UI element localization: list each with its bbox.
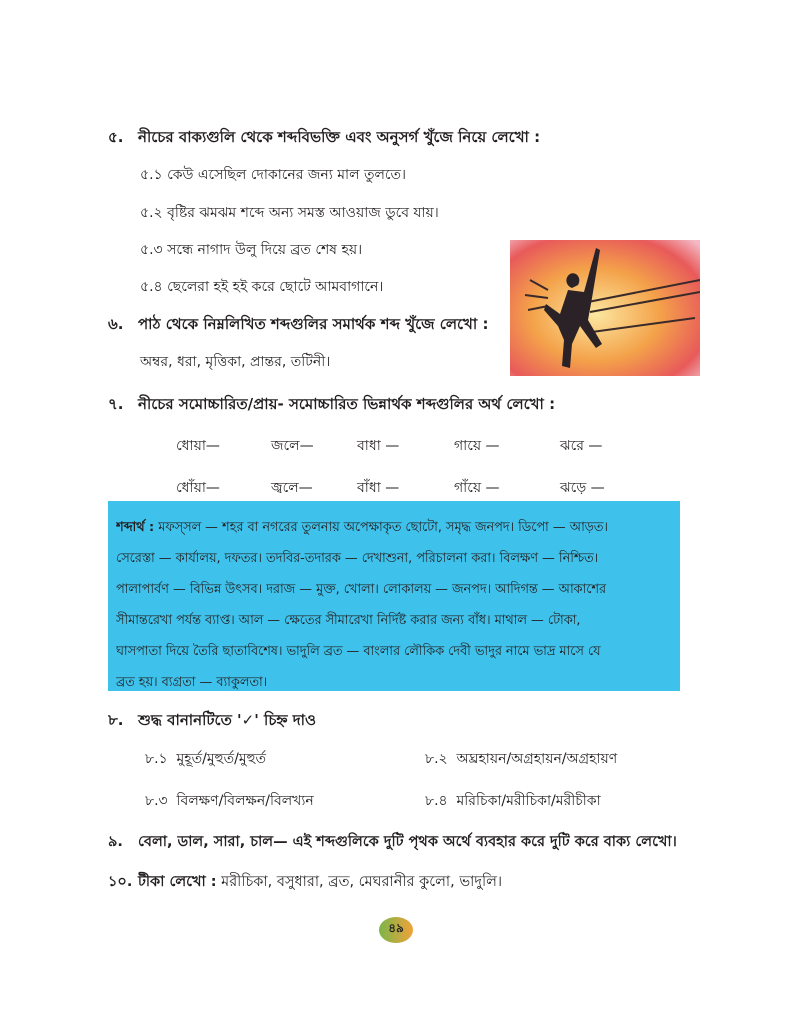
q5-item-1 <box>140 163 406 187</box>
q8-heading <box>108 709 316 734</box>
q7-heading <box>108 393 555 418</box>
q8-item-2-number: ৮.২ <box>425 751 448 767</box>
q5-heading <box>108 126 540 151</box>
q10-text: মরীচিকা, বসুধারা, ব্রত, মেঘরানীর কুলো, ভাদুলি। <box>221 874 503 890</box>
glossary-line-1 <box>116 512 672 543</box>
q7-row1-word-3: বাধা — <box>357 438 400 454</box>
q5-title: নীচের বাক্যগুলি থেকে শব্দবিভক্তি এবং অনুসর্গ খুঁজে নিয়ে লেখো : <box>138 128 541 146</box>
q7-row1-word-2: জলে— <box>271 438 314 454</box>
q5-item-4-number: ৫.৪ <box>140 279 163 295</box>
q8-item-1-number: ৮.১ <box>145 751 168 767</box>
q6-title: পাঠ থেকে নিম্নলিখিত শব্দগুলির সমার্থক শব্দ খুঁজে লেখো : <box>138 315 489 333</box>
q5-item-2 <box>140 201 439 225</box>
q7-title: নীচের সমোচ্চারিত/প্রায়- সমোচ্চারিত ভিন্নার্থক শব্দগুলির অর্থ লেখো : <box>138 395 556 413</box>
q6-heading <box>108 313 488 338</box>
q8-item-4 <box>425 789 601 813</box>
q8-item-1 <box>145 747 266 771</box>
glossary-heading: শব্দার্থ : <box>116 520 155 535</box>
q5-item-3 <box>140 238 362 262</box>
q7-row2-word-4: গাঁয়ে — <box>454 480 500 496</box>
glossary-box <box>108 501 680 691</box>
q8-number: ৮. <box>108 711 124 729</box>
q8-item-3-number: ৮.৩ <box>145 793 168 809</box>
q9-number: ৯. <box>108 834 123 850</box>
q8-item-4-text: মরিচিকা/মরীচিকা/মরীচীকা <box>456 793 601 809</box>
q8-item-4-number: ৮.৪ <box>425 793 448 809</box>
q5-item-3-text: সন্ধে নাগাদ উলু দিয়ে ব্রত শেষ হয়। <box>167 242 363 258</box>
q6-words: অম্বর, ধরা, মৃত্তিকা, প্রান্তর, তটিনী। <box>140 354 331 370</box>
q7-row2-word-1: ধোঁয়া— <box>176 480 220 496</box>
glossary-line-6: ব্রত হয়। ব্যগ্রতা — ব্যাকুলতা। <box>116 675 268 690</box>
running-figure-illustration <box>510 240 700 376</box>
q9-heading <box>108 831 677 855</box>
q10-heading <box>108 871 502 895</box>
q5-number: ৫. <box>108 128 124 146</box>
q5-item-4 <box>140 275 383 299</box>
q5-item-2-text: বৃষ্টির ঝমঝম শব্দে অন্য সমস্ত আওয়াজ ডুবে যায়। <box>167 205 439 221</box>
q8-item-3 <box>145 789 314 813</box>
q8-item-2 <box>425 747 617 771</box>
q5-item-4-text: ছেলেরা হই হই করে ছোটে আমবাগানে। <box>167 279 384 295</box>
q7-number: ৭. <box>108 395 124 413</box>
glossary-line-1-text: মফস্সল — শহর বা নগরের তুলনায় অপেক্ষাকৃত ছোটো, সমৃদ্ধ জনপদ। ডিপো — আড়ত। <box>158 520 608 535</box>
q10-number: ১০. <box>108 874 133 890</box>
q5-item-1-text: কেউ এসেছিল দোকানের জন্য মাল তুলতে। <box>167 167 407 183</box>
q8-title: শুদ্ধ বানানটিতে '✓' চিহ্ন দাও <box>138 711 317 729</box>
q5-item-1-number: ৫.১ <box>140 167 163 183</box>
glossary-line-3: পালাপার্বণ — বিভিন্ন উৎসব। দরাজ — মুক্ত, খোলা। লোকালয় — জনপদ। আদিগন্ত — আকাশের <box>116 582 606 597</box>
glossary-line-2: সেরেস্তা — কার্যালয়, দফতর। তদবির-তদারক — দেখাশুনা, পরিচালনা করা। বিলক্ষণ — নিশ্চিত। <box>116 551 599 566</box>
page-number: ৪৯ <box>379 917 413 943</box>
q5-item-2-number: ৫.২ <box>140 205 163 221</box>
q5-item-3-number: ৫.৩ <box>140 242 163 258</box>
q10-title: টীকা লেখো : <box>138 874 217 890</box>
q7-row2-word-2: জ্বলে— <box>271 480 313 496</box>
q7-row1-word-5: ঝরে — <box>560 438 603 454</box>
q7-row1-word-4: গায়ে — <box>454 438 500 454</box>
q8-item-1-text: মুহূর্ত/মুহুর্ত/মুহুর্ত <box>176 751 267 767</box>
q6-number: ৬. <box>108 315 124 333</box>
q7-row2-word-5: ঝড়ে — <box>560 480 605 496</box>
q9-title: বেলা, ডাল, সারা, চাল— এই শব্দগুলিকে দুটি পৃথক অর্থে ব্যবহার করে দুটি করে বাক্য লেখো। <box>138 834 677 850</box>
q7-row1-word-1: ধোয়া— <box>176 438 220 454</box>
glossary-line-4: সীমান্তরেখা পর্যন্ত ব্যাপ্ত। আল — ক্ষেতের সীমারেখা নির্দিষ্ট করার জন্য বাঁধ। মাথাল — টোকা, <box>116 613 581 628</box>
glossary-line-5: ঘাসপাতা দিয়ে তৈরি ছাতাবিশেষ। ভাদুলি ব্রত — বাংলার লৌকিক দেবী ভাদুর নামে ভাদ্র মাসে যে <box>116 644 601 659</box>
q8-item-3-text: বিলক্ষণ/বিলক্ষন/বিলখ্যন <box>176 793 314 809</box>
q7-row2-word-3: বাঁধা — <box>357 480 400 496</box>
q8-item-2-text: অঘ্রহায়ন/অগ্রহায়ন/অগ্রহায়ণ <box>456 751 618 767</box>
